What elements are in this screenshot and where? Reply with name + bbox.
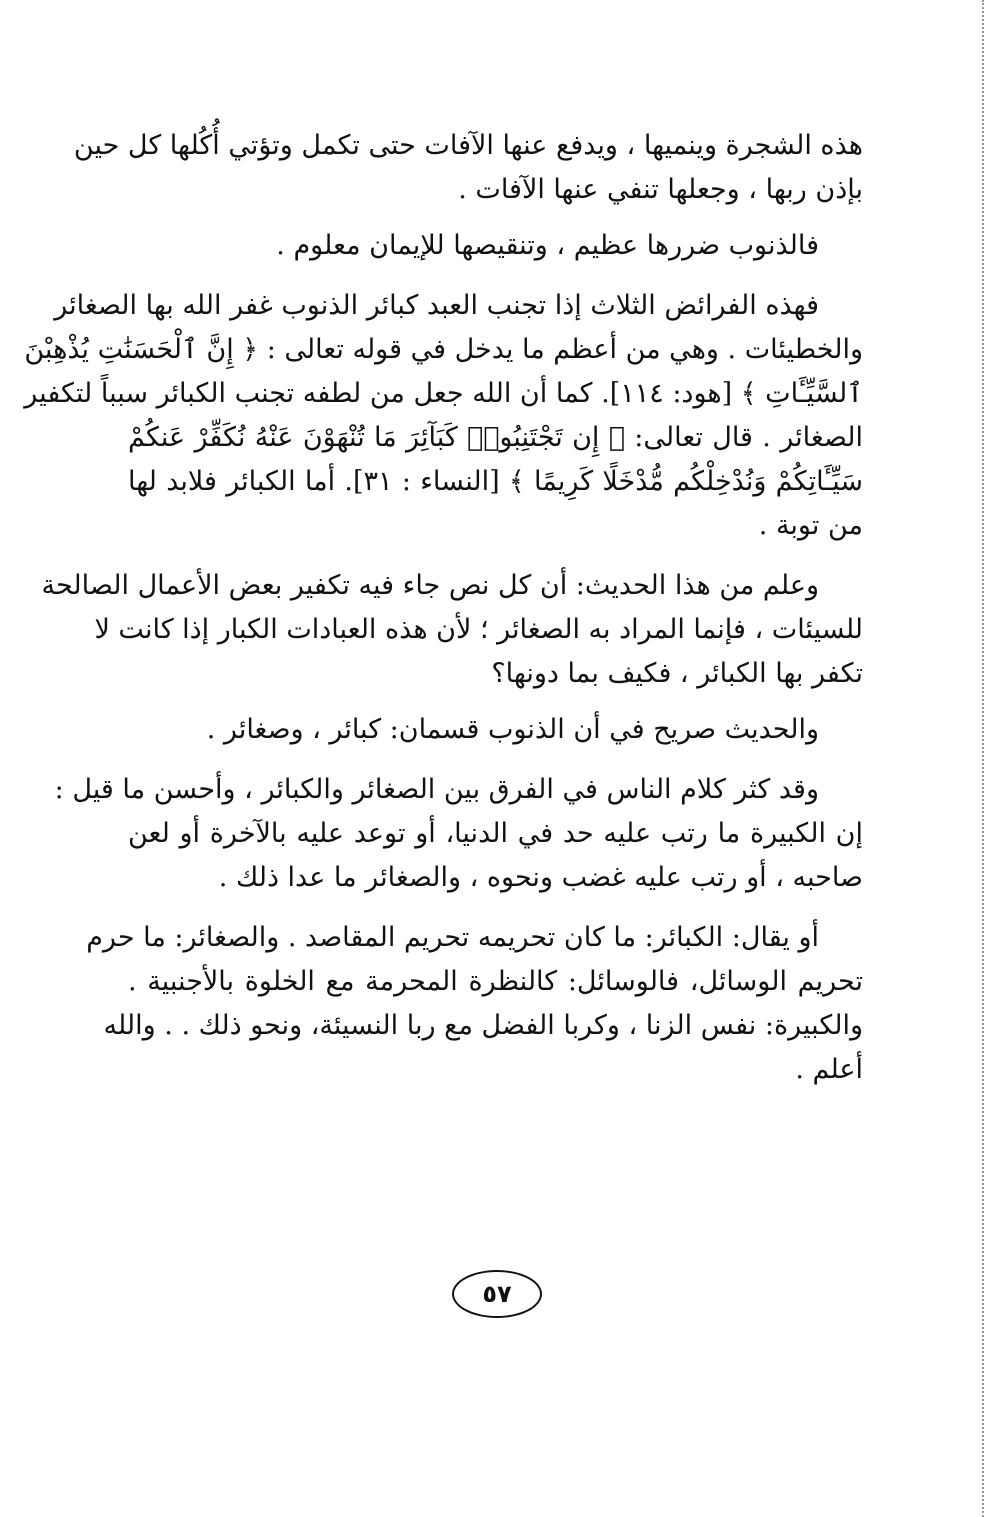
text-line: من توبة .: [758, 510, 863, 541]
paragraph-6: [54, 768, 863, 900]
text-line: إن الكبيرة ما رتب عليه حد في الدنيا، أو توعد عليه بالآخرة أو لعن: [128, 818, 863, 849]
text-line: والخطيئات . وهي من أعظم ما يدخل في قوله تعالى : ﴿ إِنَّ ٱلْحَسَنَٰتِ يُذْهِبْنَ: [24, 334, 863, 365]
text-line: هذه الشجرة وينميها ، ويدفع عنها الآفات حتى تكمل وتؤتي أُكُلها كل حين: [73, 130, 863, 161]
body-text: [24, 124, 863, 1108]
text-line: الصغائر . قال تعالى: ﴿ إِن تَجْتَنِبُوا۟ كَبَآئِرَ مَا تُنْهَوْنَ عَنْهُ نُكَفِّرْ عَنكُمْ: [128, 422, 863, 453]
paragraph-5: [128, 708, 863, 752]
paragraph-2: [128, 224, 863, 268]
text-line: والحديث صريح في أن الذنوب قسمان: كبائر ، وصغائر .: [206, 714, 819, 745]
text-line: وقد كثر كلام الناس في الفرق بين الصغائر والكبائر ، وأحسن ما قيل :: [54, 774, 819, 805]
text-line: صاحبه ، أو رتب عليه غضب ونحوه ، والصغائر ما عدا ذلك .: [218, 862, 863, 893]
page-edge-line: [982, 0, 984, 1517]
text-line: للسيئات ، فإنما المراد به الصغائر ؛ لأن هذه العبادات الكبار إذا كانت لا: [94, 614, 863, 645]
text-line: أعلم .: [795, 1054, 863, 1085]
text-line: تكفر بها الكبائر ، فكيف بما دونها؟: [491, 658, 863, 689]
paragraph-3: [24, 284, 863, 548]
paragraph-1: [73, 124, 863, 212]
text-line: ٱلسَّيِّـَٔاتِ ﴾ [هود: ١١٤]. كما أن الله جعل من لطفه تجنب الكبائر سبباً لتكفير: [24, 378, 863, 409]
page-number: ٥٧: [452, 1270, 542, 1318]
text-line: أو يقال: الكبائر: ما كان تحريمه تحريم المقاصد . والصغائر: ما حرم: [86, 922, 819, 953]
text-line: فالذنوب ضررها عظيم ، وتنقيصها للإيمان معلوم .: [276, 230, 819, 261]
text-line: سَيِّـَٔاتِكُمْ وَنُدْخِلْكُم مُّدْخَلًا كَرِيمًا ﴾ [النساء : ٣١]. أما الكبائر فلابد لها: [128, 466, 863, 497]
text-line: وعلم من هذا الحديث: أن كل نص جاء فيه تكفير بعض الأعمال الصالحة: [41, 570, 819, 601]
text-line: تحريم الوسائل، فالوسائل: كالنظرة المحرمة مع الخلوة بالأجنبية .: [128, 966, 863, 997]
text-line: فهذه الفرائض الثلاث إذا تجنب العبد كبائر الذنوب غفر الله بها الصغائر: [54, 290, 819, 321]
paragraph-7: [86, 916, 863, 1092]
text-line: والكبيرة: نفس الزنا ، وكربا الفضل مع ربا النسيئة، ونحو ذلك . . والله: [103, 1010, 863, 1041]
paragraph-4: [41, 564, 863, 696]
text-line: بإذن ربها ، وجعلها تنفي عنها الآفات .: [458, 174, 863, 205]
